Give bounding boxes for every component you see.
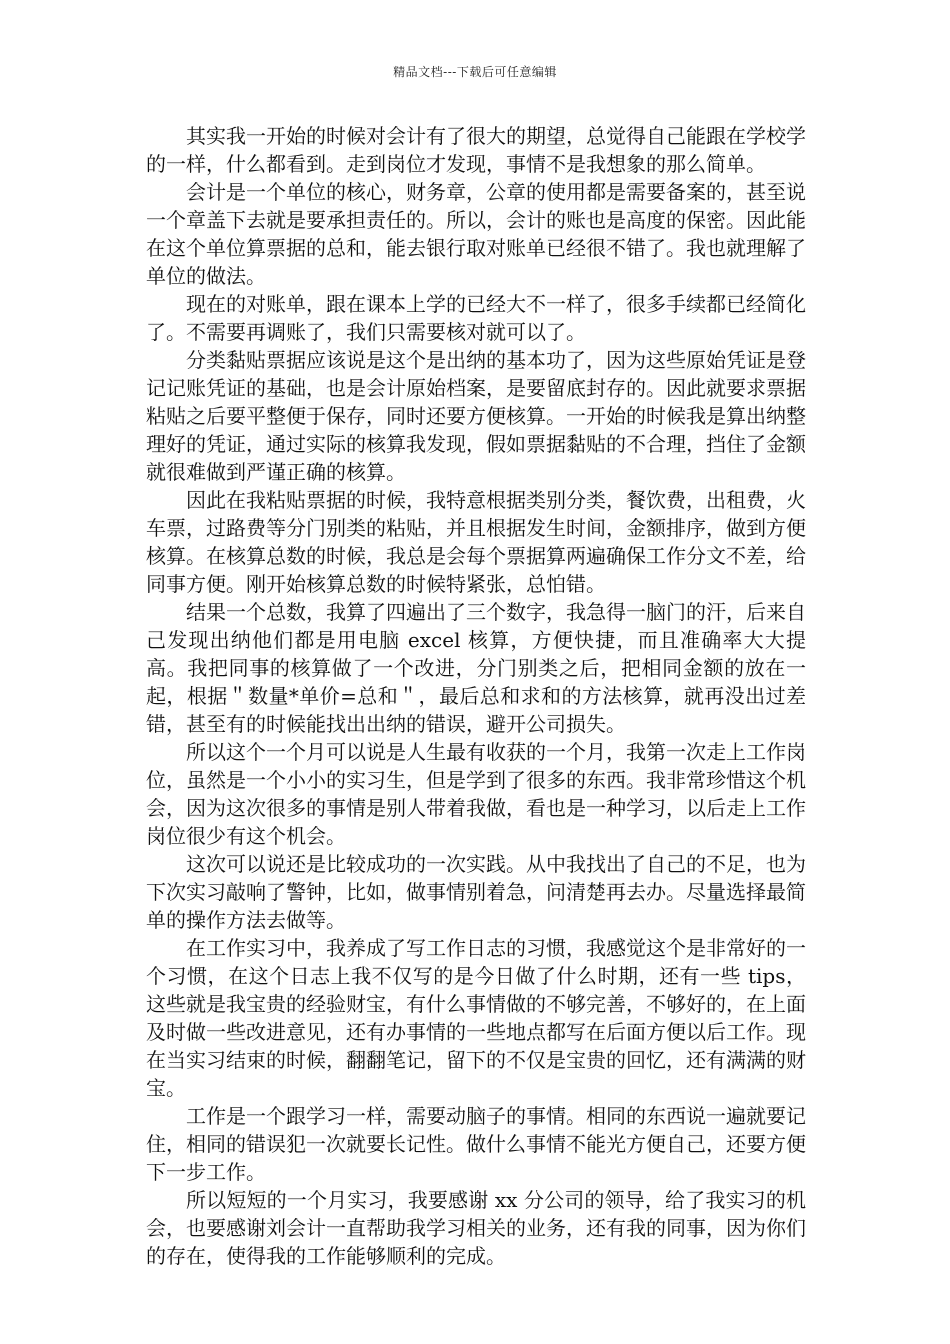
page-header: 精品文档---下载后可任意编辑 bbox=[393, 65, 557, 79]
paragraph: 这次可以说还是比较成功的一次实践。从中我找出了自己的不足，也为下次实习敲响了警钟，比如，做事情别着急，问清楚再去办。尽量选择最简单的操作方法去做等。 bbox=[146, 852, 806, 932]
paragraph: 因此在我粘贴票据的时候，我特意根据类别分类，餐饮费，出租费，火车票，过路费等分门别类的粘贴，并且根据发生时间，金额排序，做到方便核算。在核算总数的时候，我总是会每个票据算两遍确保工作分文不差，给同事方便。刚开始核算总数的时候特紧张，总怕错。 bbox=[146, 488, 806, 596]
document-body bbox=[146, 122, 806, 1270]
paragraph: 现在的对账单，跟在课本上学的已经大不一样了，很多手续都已经简化了。不需要再调账了，我们只需要核对就可以了。 bbox=[146, 292, 806, 344]
paragraph: 所以这个一个月可以说是人生最有收获的一个月，我第一次走上工作岗位，虽然是一个小小的实习生，但是学到了很多的东西。我非常珍惜这个机会，因为这次很多的事情是别人带着我做，看也是一种学习，以后走上工作岗位很少有这个机会。 bbox=[146, 740, 806, 848]
paragraph: 分类黏贴票据应该说是这个是出纳的基本功了，因为这些原始凭证是登记记账凭证的基础，也是会计原始档案，是要留底封存的。因此就要求票据粘贴之后要平整便于保存，同时还要方便核算。一开始的时候我是算出纳整理好的凭证，通过实际的核算我发现，假如票据黏贴的不合理，挡住了金额就很难做到严谨正确的核算。 bbox=[146, 348, 806, 484]
paragraph: 结果一个总数，我算了四遍出了三个数字，我急得一脑门的汗，后来自己发现出纳他们都是用电脑 excel 核算，方便快捷，而且准确率大大提高。我把同事的核算做了一个改进，分门别类之后，把相同金额的放在一起，根据＂数量*单价=总和＂，最后总和求和的方法核算，就再没出过差错，甚至有的时候能找出出纳的错误，避开公司损失。 bbox=[146, 600, 806, 736]
paragraph: 在工作实习中，我养成了写工作日志的习惯，我感觉这个是非常好的一个习惯，在这个日志上我不仅写的是今日做了什么时期，还有一些 tips，这些就是我宝贵的经验财宝，有什么事情做的不够完善，不够好的，在上面及时做一些改进意见，还有办事情的一些地点都写在后面方便以后工作。现在当实习结束的时候，翻翻笔记，留下的不仅是宝贵的回忆，还有满满的财宝。 bbox=[146, 936, 806, 1100]
paragraph: 工作是一个跟学习一样，需要动脑子的事情。相同的东西说一遍就要记住，相同的错误犯一次就要长记性。做什么事情不能光方便自己，还要方便下一步工作。 bbox=[146, 1104, 806, 1184]
paragraph: 其实我一开始的时候对会计有了很大的期望，总觉得自己能跟在学校学的一样，什么都看到。走到岗位才发现，事情不是我想象的那么简单。 bbox=[146, 124, 806, 176]
paragraph: 所以短短的一个月实习，我要感谢 xx 分公司的领导，给了我实习的机会，也要感谢刘会计一直帮助我学习相关的业务，还有我的同事，因为你们的存在，使得我的工作能够顺利的完成。 bbox=[146, 1188, 806, 1268]
paragraph: 会计是一个单位的核心，财务章，公章的使用都是需要备案的，甚至说一个章盖下去就是要承担责任的。所以，会计的账也是高度的保密。因此能在这个单位算票据的总和，能去银行取对账单已经很不错了。我也就理解了单位的做法。 bbox=[146, 180, 806, 288]
